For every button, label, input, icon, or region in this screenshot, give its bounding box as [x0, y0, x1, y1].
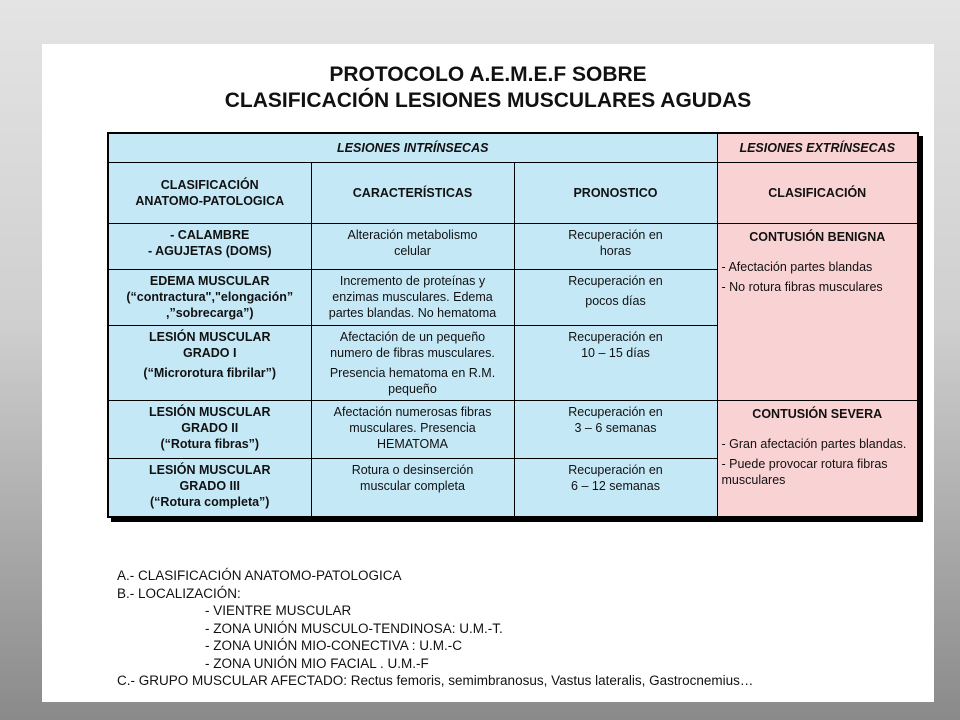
table-row — [108, 224, 918, 270]
cell-contusion-benign — [717, 224, 918, 401]
title-line-2: CLASIFICACIÓN LESIONES MUSCULARES AGUDAS — [224, 89, 752, 112]
cell-line: Recuperación en — [568, 274, 663, 288]
contusion-item: - Gran afectación partes blandas. — [721, 437, 907, 451]
contusion-benign-title: CONTUSIÓN BENIGNA — [749, 230, 886, 244]
cell-line: Presencia hematoma en R.M. — [329, 366, 496, 380]
cell-line: Rotura o desinserción — [351, 463, 474, 477]
cell-line: horas — [599, 244, 632, 258]
cell-characteristics — [311, 401, 514, 459]
cell-line: (“Rotura completa”) — [150, 495, 270, 509]
cell-line: Alteración metabolismo — [347, 228, 478, 242]
cell-line: pocos días — [585, 294, 646, 308]
col-header-prognosis: PRONOSTICO — [514, 163, 717, 224]
col-header-classification-line1: CLASIFICACIÓN — [160, 178, 259, 192]
contusion-item: - Puede provocar rotura fibras musculares — [721, 457, 888, 487]
cell-classification — [108, 401, 311, 459]
note-a: A.- CLASIFICACIÓN ANATOMO-PATOLOGICA — [117, 568, 402, 583]
cell-line: LESIÓN MUSCULAR — [148, 405, 271, 419]
cell-line: Incremento de proteínas y — [339, 274, 486, 288]
cell-contusion-severe — [717, 401, 918, 517]
cell-characteristics — [311, 270, 514, 326]
cell-prognosis — [514, 326, 717, 401]
cell-line: (“Rotura fibras”) — [160, 437, 260, 451]
cell-line: celular — [394, 244, 431, 258]
cell-line: EDEMA MUSCULAR — [149, 274, 270, 288]
cell-prognosis — [514, 270, 717, 326]
cell-line: Afectación numerosas fibras — [333, 405, 492, 419]
cell-prognosis — [514, 401, 717, 459]
cell-line: GRADO III — [179, 479, 240, 493]
note-c: C.- GRUPO MUSCULAR AFECTADO: Rectus femoris, semimbranosus, Vastus lateralis, Gastrocnemius… — [117, 673, 754, 688]
cell-line: partes blandas. No hematoma — [328, 306, 497, 320]
cell-line: GRADO I — [183, 346, 237, 360]
slide — [42, 44, 934, 702]
contusion-item: - Afectación partes blandas — [721, 260, 873, 274]
contusion-item: - No rotura fibras musculares — [721, 280, 883, 294]
cell-line: - CALAMBRE — [170, 228, 250, 242]
notes — [117, 567, 917, 690]
cell-line: enzimas musculares. Edema — [332, 290, 493, 304]
cell-line: Afectación de un pequeño — [339, 330, 486, 344]
cell-line: ,”sobrecarga”) — [165, 306, 254, 320]
cell-line: HEMATOMA — [376, 437, 449, 451]
contusion-severe-title: CONTUSIÓN SEVERA — [752, 407, 883, 421]
cell-prognosis — [514, 224, 717, 270]
cell-line: Recuperación en — [568, 228, 663, 242]
col-header-characteristics: CARACTERÍSTICAS — [311, 163, 514, 224]
cell-line: 10 – 15 días — [581, 346, 650, 360]
col-header-extrinsic-classification: CLASIFICACIÓN — [717, 163, 918, 224]
note-b-item: - ZONA UNIÓN MIO FACIAL . U.M.-F — [205, 655, 429, 671]
cell-classification — [108, 326, 311, 401]
cell-line: 6 – 12 semanas — [571, 479, 660, 493]
cell-line: numero de fibras musculares. — [330, 346, 495, 360]
cell-line: musculares. Presencia — [349, 421, 476, 435]
cell-characteristics — [311, 326, 514, 401]
cell-line: 3 – 6 semanas — [574, 421, 657, 435]
table-row — [108, 401, 918, 459]
cell-prognosis — [514, 459, 717, 517]
cell-line: LESIÓN MUSCULAR — [148, 330, 271, 344]
note-b-item: - ZONA UNIÓN MIO-CONECTIVA : U.M.-C — [205, 638, 463, 653]
page-title — [42, 62, 934, 114]
cell-classification — [108, 224, 311, 270]
note-b: B.- LOCALIZACIÓN: — [117, 585, 241, 601]
cell-line: muscular completa — [360, 479, 465, 493]
header-extrinsic: LESIONES EXTRÍNSECAS — [717, 133, 918, 163]
cell-line: - AGUJETAS (DOMS) — [147, 244, 272, 258]
cell-classification — [108, 459, 311, 517]
classification-table — [107, 132, 919, 518]
cell-characteristics — [311, 224, 514, 270]
col-header-classification-line2: ANATOMO-PATOLOGICA — [135, 194, 285, 208]
cell-line: pequeño — [388, 382, 437, 396]
cell-line: Recuperación en — [568, 405, 663, 419]
cell-line: Recuperación en — [568, 463, 663, 477]
cell-line: GRADO II — [181, 421, 239, 435]
title-line-1: PROTOCOLO A.E.M.E.F SOBRE — [329, 63, 647, 86]
cell-classification — [108, 270, 311, 326]
cell-line: Recuperación en — [568, 330, 663, 344]
header-intrinsic: LESIONES INTRÍNSECAS — [108, 133, 717, 163]
note-b-item: - VIENTRE MUSCULAR — [205, 603, 352, 618]
cell-line: (“Microrotura fibrilar”) — [143, 366, 277, 380]
note-b-item: - ZONA UNIÓN MUSCULO-TENDINOSA: U.M.-T. — [205, 620, 503, 636]
cell-line: (“contractura","elongación” — [126, 290, 294, 304]
cell-line: LESIÓN MUSCULAR — [148, 463, 271, 477]
cell-characteristics — [311, 459, 514, 517]
col-header-classification — [108, 163, 311, 224]
